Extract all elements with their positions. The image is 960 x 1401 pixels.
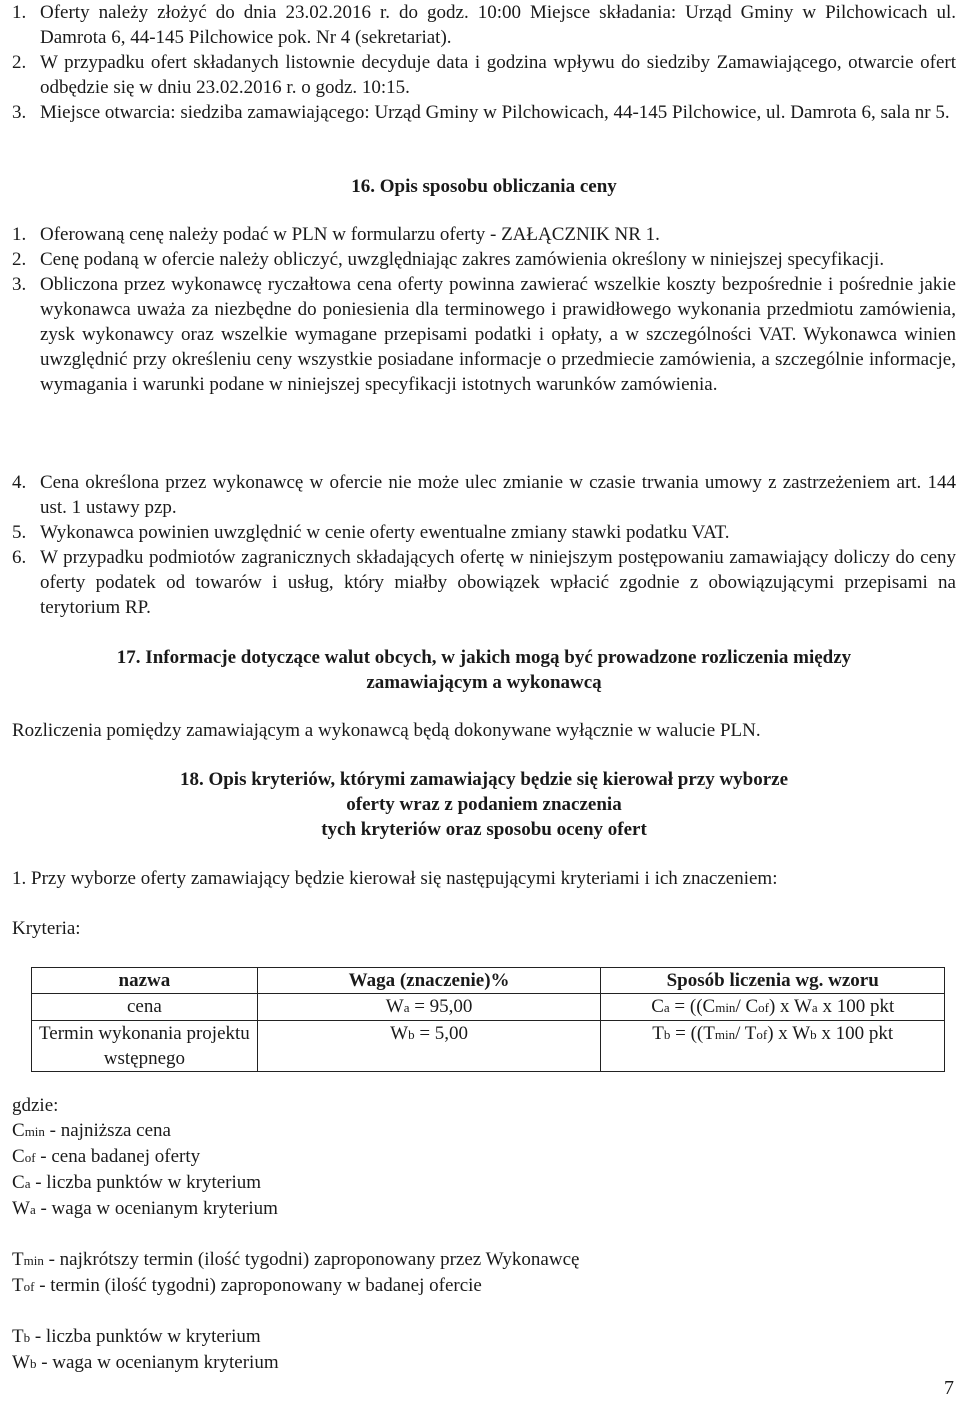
table-header-row — [32, 968, 945, 994]
item-text: Miejsce otwarcia: siedziba zamawiającego: Urząd Gminy w Pilchowicach, 44-145 Pilchowice, ul. Damrota 6, sala nr 5. — [40, 102, 950, 123]
table-header: Sposób liczenia wg. wzoru — [601, 968, 945, 994]
item-number: 3. — [12, 102, 27, 123]
table-row — [32, 1021, 945, 1072]
section-18-heading — [12, 767, 956, 842]
item-text: Oferty należy złożyć do dnia 23.02.2016 r. do godz. 10:00 Miejsce składania: Urząd Gminy w Pilchowicach ul. Damrota 6, 44-145 Pilchowice pok. Nr 4 (sekretariat). — [40, 2, 956, 48]
item-number: 6. — [12, 547, 27, 568]
item-text: Cenę podaną w ofercie należy obliczyć, uwzględniając zakres zamówienia określony w niniejszej specyfikacji. — [40, 249, 885, 270]
section-17-heading — [12, 645, 956, 695]
section-17-text: Rozliczenia pomiędzy zamawiającym a wykonawcą będą dokonywane wyłącznie w walucie PLN. — [12, 720, 761, 741]
section-17-heading-line1: 17. Informacje dotyczące walut obcych, w jakich mogą być prowadzone rozliczenia między — [116, 647, 852, 668]
criterion-formula: Ca = ((Cmin/ Cof) x Wa x 100 pkt — [601, 994, 945, 1021]
item-number: 2. — [12, 52, 27, 73]
section-16-list — [12, 222, 956, 397]
legend — [12, 1093, 579, 1376]
section-18-heading-line3: tych kryteriów oraz sposobu oceny ofert — [321, 819, 647, 840]
legend-where: gdzie: — [12, 1095, 59, 1116]
list-item — [12, 100, 956, 125]
legend-item: Tof - termin (ilość tygodni) zaproponowany w badanej ofercie — [12, 1275, 482, 1296]
list-item — [12, 470, 956, 520]
legend-item: Cof - cena badanej oferty — [12, 1146, 201, 1167]
item-number: 5. — [12, 522, 27, 543]
criterion-name: Termin wykonania projektu wstępnego — [32, 1021, 258, 1072]
item-text: W przypadku ofert składanych listownie decyduje data i godzina wpływu do siedziby Zamawiającego, otwarcie ofert odbędzie się w dniu 23.02.2016 r. o godz. 10:15. — [40, 52, 956, 98]
item-number: 2. — [12, 249, 27, 270]
item-text: W przypadku podmiotów zagranicznych składających ofertę w niniejszym postępowaniu zamawiający doliczy do ceny oferty podatek od towarów i usług, który miałby obowiązek wpłacić zgodnie z obowiązującymi przepisami na terytorium RP. — [40, 547, 956, 618]
table-row — [32, 994, 945, 1021]
legend-item: Ca - liczba punktów w kryterium — [12, 1172, 262, 1193]
criteria-table — [31, 967, 945, 1072]
list-item — [12, 222, 956, 247]
list-item — [12, 272, 956, 397]
criteria-label: Kryteria: — [12, 918, 81, 939]
legend-item: Cmin - najniższa cena — [12, 1120, 171, 1141]
section-16-heading: 16. Opis sposobu obliczania ceny — [351, 176, 617, 197]
legend-item: Tmin - najkrótszy termin (ilość tygodni) zaproponowany przez Wykonawcę — [12, 1249, 580, 1270]
criterion-weight: Wa = 95,00 — [257, 994, 601, 1021]
item-text: Oferowaną cenę należy podać w PLN w formularzu oferty - ZAŁĄCZNIK NR 1. — [40, 224, 660, 245]
table-header: Waga (znaczenie)% — [257, 968, 601, 994]
section-17-heading-line2: zamawiającym a wykonawcą — [366, 672, 602, 693]
legend-item: Tb - liczba punktów w kryterium — [12, 1326, 261, 1347]
legend-item: Wa - waga w ocenianym kryterium — [12, 1198, 278, 1219]
section-16-list-cont — [12, 470, 956, 620]
list-item — [12, 50, 956, 100]
list-item — [12, 520, 956, 545]
criterion-name: cena — [32, 994, 258, 1021]
legend-item: Wb - waga w ocenianym kryterium — [12, 1352, 279, 1373]
item-number: 1. — [12, 224, 27, 245]
criterion-weight: Wb = 5,00 — [257, 1021, 601, 1072]
section-18-item-1: 1. Przy wyborze oferty zamawiający będzie kierował się następującymi kryteriami i ich znaczeniem: — [12, 868, 778, 889]
item-number: 4. — [12, 472, 27, 493]
item-number: 3. — [12, 274, 27, 295]
table-header: nazwa — [32, 968, 258, 994]
criterion-formula: Tb = ((Tmin/ Tof) x Wb x 100 pkt — [601, 1021, 945, 1072]
item-text: Cena określona przez wykonawcę w ofercie nie może ulec zmianie w czasie trwania umowy z zastrzeżeniem art. 144 ust. 1 ustawy pzp. — [40, 472, 956, 518]
page-number: 7 — [944, 1377, 954, 1399]
item-text: Wykonawca powinien uwzględnić w cenie oferty ewentualne zmiany stawki podatku VAT. — [40, 522, 730, 543]
item-number: 1. — [12, 2, 27, 23]
item-text: Obliczona przez wykonawcę ryczałtowa cena oferty powinna zawierać wszelkie koszty bezpośrednie i pośrednie jakie wykonawca uważa za niezbędne do poniesienia dla terminowego i prawidłowego wykonania przedmiotu zamówienia, zysk wykonawcy oraz wszelkie wymagane przepisami podatki i opłaty, a w szczególności VAT. Wykonawca winien uwzględnić przy określeniu ceny wszystkie posiadane informacje o przedmiecie zamówienia, a szczególnie informacje, wymagania i warunki podane w niniejszej specyfikacji istotnych warunków zamówienia. — [40, 274, 956, 395]
list-item — [12, 247, 956, 272]
section-18-heading-line1: 18. Opis kryteriów, którymi zamawiający będzie się kierował przy wyborze — [179, 769, 789, 790]
section-15-list — [12, 0, 956, 125]
list-item — [12, 545, 956, 620]
section-18-heading-line2: oferty wraz z podaniem znaczenia — [346, 794, 622, 815]
list-item — [12, 0, 956, 50]
